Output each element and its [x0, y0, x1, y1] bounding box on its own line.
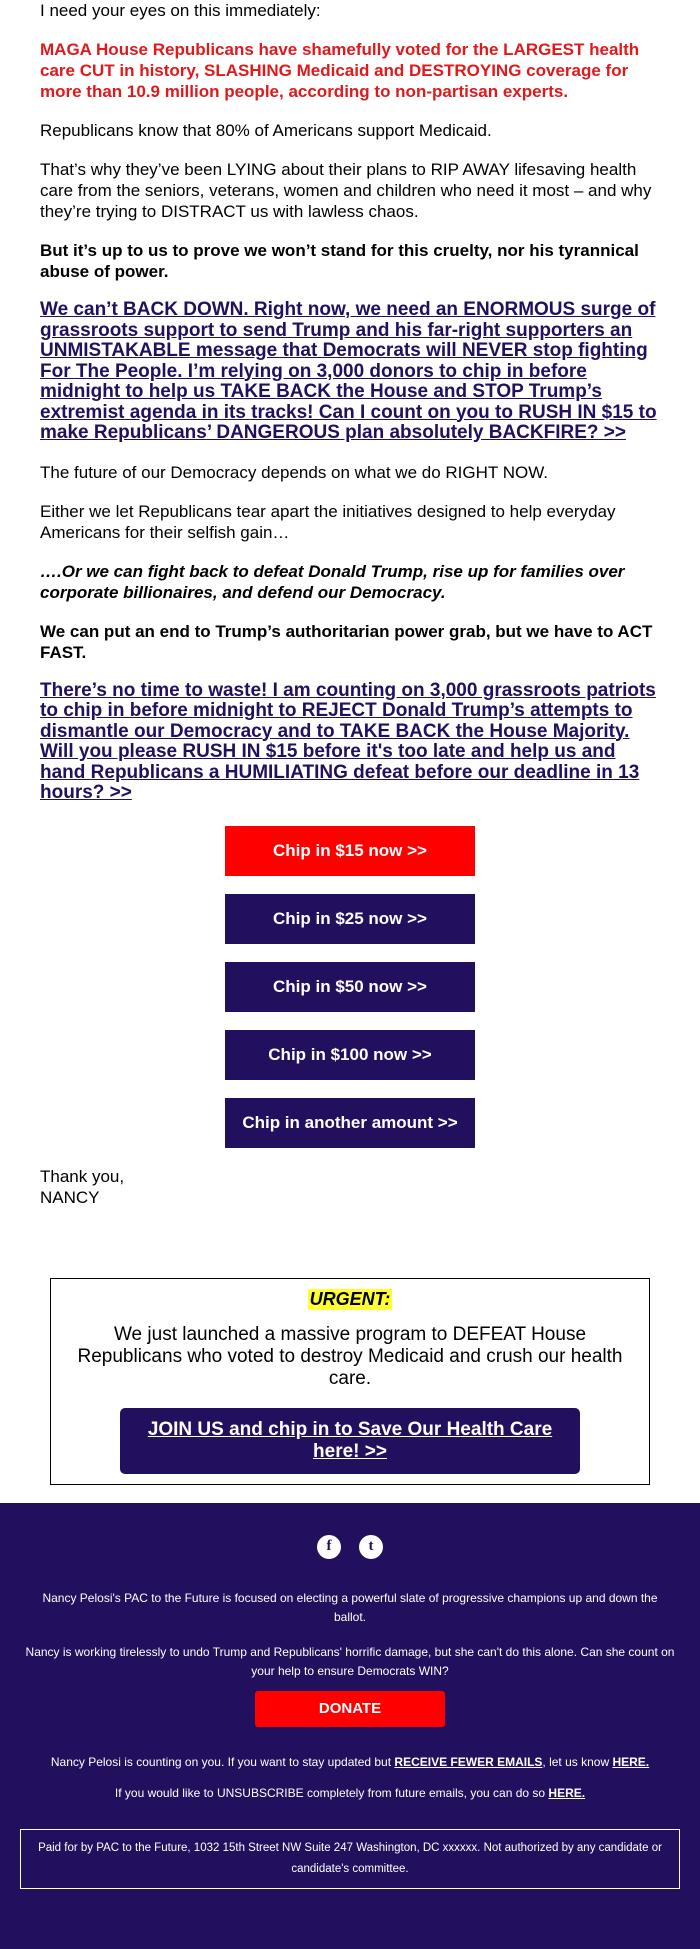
chip-in-25-button[interactable]: Chip in $25 now >>: [225, 894, 475, 944]
signature: NANCY: [40, 1187, 100, 1207]
donate-button[interactable]: DONATE: [255, 1691, 445, 1727]
paragraph-medicaid-support: Republicans know that 80% of Americans support Medicaid.: [40, 121, 492, 140]
paragraph-up-to-us: But it’s up to us to prove we won’t stand for this cruelty, nor his tyrannical abuse of power.: [40, 241, 639, 281]
paragraph-fight-back: ….Or we can fight back to defeat Donald Trump, rise up for families over corporate billionaires, and defend our Democracy.: [40, 561, 625, 602]
social-links: [0, 1535, 700, 1559]
paragraph-act-fast: We can put an end to Trump’s authoritarian power grab, but we have to ACT FAST.: [40, 621, 653, 662]
intro-text: I need your eyes on this immediately:: [40, 1, 321, 20]
chip-in-other-button[interactable]: Chip in another amount >>: [225, 1098, 475, 1148]
urgent-box: [50, 1278, 650, 1485]
chip-in-100-button[interactable]: Chip in $100 now >>: [225, 1030, 475, 1080]
donate-link-2[interactable]: There’s no time to waste! I am counting on 3,000 grassroots patriots to chip in before midnight to REJECT Donald Trump’s attempts to dismantle our Democracy and to TAKE BACK the House Majority. Will you please RUSH IN $15 before it's too late and help us and hand Republicans a HUMILIATING defeat before our deadline in 13 hours? >>: [40, 679, 656, 803]
urgent-label: URGENT:: [309, 1288, 391, 1309]
footer-appeal-text: Nancy is working tirelessly to undo Trump and Republicans' horrific damage, but she can't do this alone. Can she count on your help to ensure Democrats WIN?: [25, 1644, 675, 1678]
paragraph-lying: That’s why they’ve been LYING about their plans to RIP AWAY lifesaving health care from the seniors, veterans, women and children who need it most – and why they’re trying to DISTRACT us with lawless chaos.: [40, 160, 652, 221]
chip-in-15-button[interactable]: Chip in $15 now >>: [225, 826, 475, 876]
unsubscribe-here-link[interactable]: HERE.: [548, 1785, 586, 1800]
paragraph-either: Either we let Republicans tear apart the initiatives designed to help everyday Americans for their selfish gain…: [40, 501, 616, 542]
twitter-icon[interactable]: t: [359, 1535, 383, 1559]
receive-fewer-emails-link[interactable]: RECEIVE FEWER EMAILS: [394, 1754, 543, 1769]
thanks-text: Thank you,: [40, 1166, 125, 1186]
join-us-button[interactable]: JOIN US and chip in to Save Our Health Care here! >>: [120, 1408, 580, 1474]
fewer-emails-here-link[interactable]: HERE.: [612, 1754, 650, 1769]
facebook-icon[interactable]: f: [317, 1535, 341, 1559]
chip-in-50-button[interactable]: Chip in $50 now >>: [225, 962, 475, 1012]
urgent-text: We just launched a massive program to DEFEAT House Republicans who voted to destroy Medicaid and crush our health care.: [77, 1323, 623, 1389]
footer: [0, 1503, 700, 1949]
unsubscribe-text: [25, 1784, 675, 1803]
footer-mission-text: Nancy Pelosi's PAC to the Future is focused on electing a powerful slate of progressive champions up and down the ballot.: [42, 1590, 658, 1624]
paid-for-disclaimer: Paid for by PAC to the Future, 1032 15th Street NW Suite 247 Washington, DC xxxxxx. Not authorized by any candidate or candidate's committee.: [20, 1829, 680, 1889]
email-body: [40, 0, 660, 1208]
donation-buttons: [40, 826, 660, 1166]
fewer-emails-prefix: Nancy Pelosi is counting on you. If you want to stay updated but: [50, 1754, 395, 1769]
unsubscribe-prefix: If you would like to UNSUBSCRIBE completely from future emails, you can do so: [114, 1785, 549, 1800]
donate-link-1[interactable]: We can’t BACK DOWN. Right now, we need an ENORMOUS surge of grassroots support to send Trump and his far-right supporters an UNMISTAKABLE message that Democrats will NEVER stop fighting For The People. I’m relying on 3,000 donors to chip in before midnight to help us TAKE BACK the House and STOP Trump’s extremist agenda in its tracks! Can I count on you to RUSH IN $15 to make Republicans’ DANGEROUS plan absolutely BACKFIRE? >>: [40, 299, 657, 443]
alert-text: MAGA House Republicans have shamefully voted for the LARGEST health care CUT in history, SLASHING Medicaid and DESTROYING coverage for more than 10.9 million people, according to non-partisan experts.: [40, 40, 640, 101]
fewer-emails-text: [25, 1753, 675, 1772]
paragraph-future: The future of our Democracy depends on what we do RIGHT NOW.: [40, 462, 549, 482]
fewer-emails-mid: , let us know: [542, 1754, 613, 1769]
